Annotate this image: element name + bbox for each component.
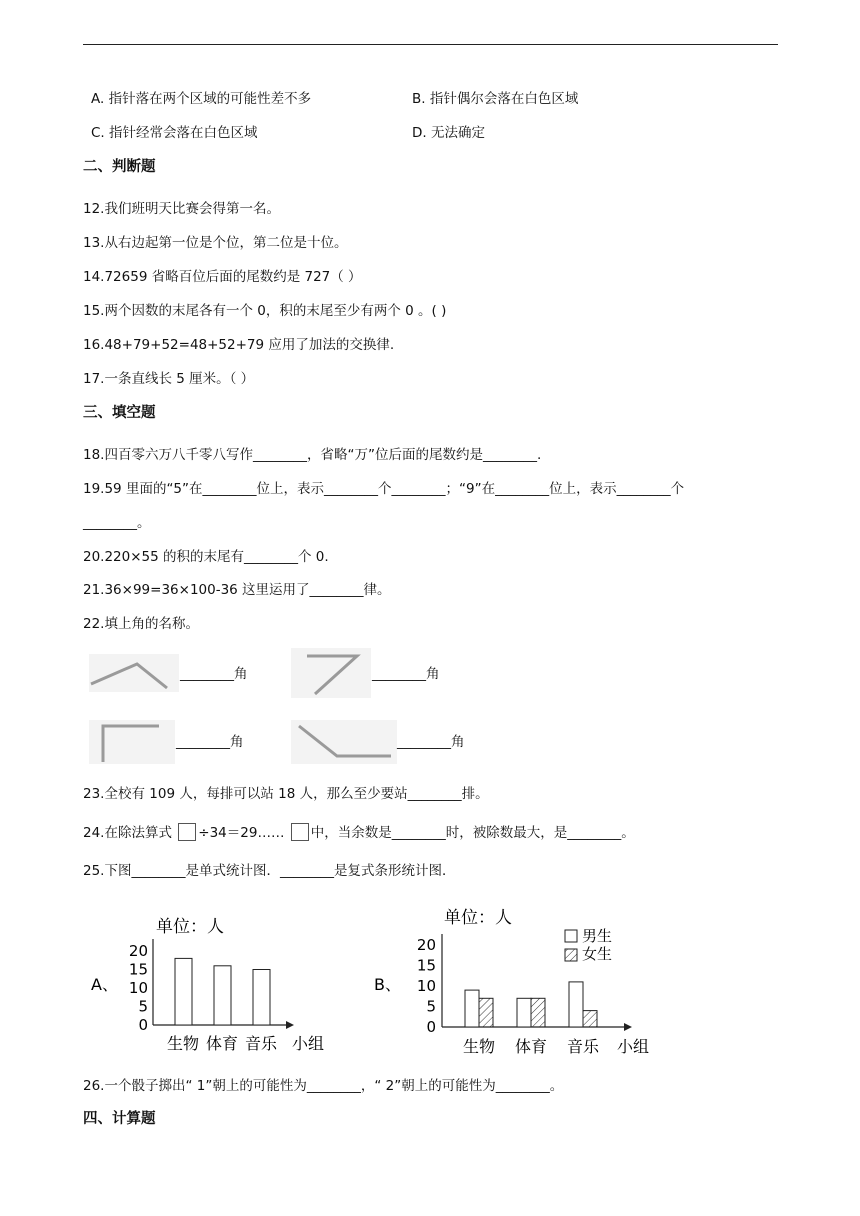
question-19-line-2: ________。 xyxy=(83,515,151,531)
option-c: C. 指针经常会落在白色区域 xyxy=(91,125,258,141)
question-26: 26.一个骰子掷出“ 1”朝上的可能性为________，“ 2”朝上的可能性为________。 xyxy=(83,1078,564,1094)
y-tick-label: 10 xyxy=(128,979,148,997)
section-heading-fill-in: 三、填空题 xyxy=(83,405,156,421)
category-label: 体育 xyxy=(514,1037,548,1056)
y-tick-label: 10 xyxy=(416,977,436,995)
question-22: 22.填上角的名称。 xyxy=(83,616,199,632)
legend-girls-label: 女生 xyxy=(582,945,613,963)
chart-b-x-label: 小组 xyxy=(617,1037,650,1056)
y-tick-label: 5 xyxy=(138,997,148,1016)
bar-girls xyxy=(479,998,493,1027)
legend-boys-label: 男生 xyxy=(582,927,613,945)
acute-angle-figure xyxy=(291,648,371,698)
bar-boys xyxy=(465,990,479,1027)
header-rule xyxy=(83,44,778,45)
straight-obtuse-angle-figure xyxy=(291,720,397,764)
bar-girls xyxy=(531,998,545,1027)
compound-bar-chart xyxy=(372,904,662,1064)
question-17: 17.一条直线长 5 厘米。（ ） xyxy=(83,371,255,387)
question-20: 20.220×55 的积的末尾有________个 0. xyxy=(83,549,329,565)
angle-blank-4: ________角 xyxy=(397,734,465,750)
chart-b-letter: B、 xyxy=(374,975,401,994)
option-a: A. 指针落在两个区域的可能性差不多 xyxy=(91,91,312,107)
category-label: 音乐 xyxy=(566,1037,600,1056)
bar-boys xyxy=(517,998,531,1027)
option-b: B. 指针偶尔会落在白色区域 xyxy=(412,91,579,107)
bar-boys xyxy=(569,982,583,1027)
bar xyxy=(175,958,192,1025)
question-24 xyxy=(83,823,635,842)
question-14: 14.72659 省略百位后面的尾数约是 727（ ） xyxy=(83,269,362,285)
chart-a-unit-label: 单位：人 xyxy=(156,917,224,937)
question-13: 13.从右边起第一位是个位，第二位是十位。 xyxy=(83,235,348,251)
category-label: 体育 xyxy=(205,1034,239,1053)
dividend-box xyxy=(178,823,196,841)
y-tick-label: 0 xyxy=(426,1018,436,1036)
chart-a-letter: A、 xyxy=(91,975,118,994)
option-d: D. 无法确定 xyxy=(412,125,485,141)
angle-blank-3: ________角 xyxy=(176,734,244,750)
angle-blank-2: ________角 xyxy=(372,666,440,682)
bar-girls xyxy=(583,1011,597,1027)
question-24-suffix: 中，当余数是________时，被除数最大，是________。 xyxy=(310,825,635,841)
y-tick-label: 15 xyxy=(416,956,436,975)
chart-a-x-arrow xyxy=(286,1021,294,1029)
question-23: 23.全校有 109 人，每排可以站 18 人，那么至少要站________排。 xyxy=(83,786,489,802)
legend-girls-swatch xyxy=(565,949,577,961)
question-16: 16.48+79+52=48+52+79 应用了加法的交换律. xyxy=(83,337,395,353)
y-tick-label: 15 xyxy=(128,960,148,979)
y-tick-label: 20 xyxy=(416,936,436,954)
chart-a-x-label: 小组 xyxy=(292,1034,325,1053)
category-label: 生物 xyxy=(166,1034,200,1053)
single-bar-chart xyxy=(86,904,346,1064)
section-heading-judgement: 二、判断题 xyxy=(83,159,156,175)
y-tick-label: 5 xyxy=(426,997,436,1016)
chart-b-x-arrow xyxy=(624,1023,632,1031)
remainder-box xyxy=(291,823,309,841)
question-25: 25.下图________是单式统计图．________是复式条形统计图． xyxy=(83,863,456,879)
question-12: 12.我们班明天比赛会得第一名。 xyxy=(83,201,280,217)
y-tick-label: 20 xyxy=(128,942,148,960)
chart-b-unit-label: 单位：人 xyxy=(444,908,512,928)
question-21: 21.36×99=36×100-36 这里运用了________律。 xyxy=(83,582,391,598)
right-angle-figure xyxy=(89,720,175,764)
question-24-mid: ÷34＝29…… xyxy=(198,825,285,841)
legend-boys-swatch xyxy=(565,930,577,942)
question-18: 18.四百零六万八千零八写作________，省略“万”位后面的尾数约是________. xyxy=(83,447,542,463)
category-label: 音乐 xyxy=(244,1034,278,1053)
section-heading-calculation: 四、计算题 xyxy=(83,1111,156,1127)
question-15: 15.两个因数的末尾各有一个 0，积的末尾至少有两个 0 。( ) xyxy=(83,303,447,319)
bar xyxy=(214,966,231,1025)
angle-blank-1: ________角 xyxy=(180,666,248,682)
category-label: 生物 xyxy=(462,1037,496,1056)
obtuse-angle-figure xyxy=(89,654,179,692)
y-tick-label: 0 xyxy=(138,1016,148,1034)
bar xyxy=(253,970,270,1026)
question-19-line-1: 19.59 里面的“5”在________位上，表示________个________；“9”在________位上，表示________个 xyxy=(83,481,685,497)
question-24-prefix: 24.在除法算式 xyxy=(83,825,172,841)
